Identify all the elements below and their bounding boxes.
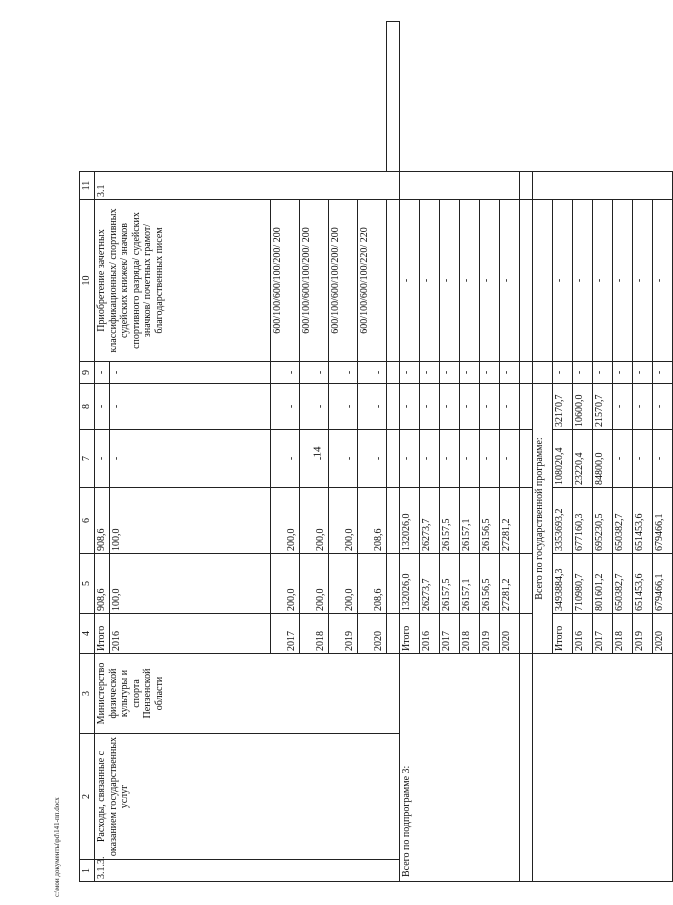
value-cell: - <box>632 362 652 384</box>
value-cell: - <box>612 200 632 362</box>
col-header: 5 <box>80 554 95 614</box>
value-cell: - <box>572 200 592 362</box>
value-cell: 132026,0 <box>399 554 419 614</box>
indicator-values: 600/100/600/100/200/ 200 <box>270 200 299 362</box>
value-cell: - <box>459 362 479 384</box>
value-cell: 26273,7 <box>419 554 439 614</box>
value-cell: 200,0 <box>299 554 328 614</box>
value-cell: 27281,2 <box>499 488 519 554</box>
value-cell: 10600,0 <box>572 384 592 430</box>
value-cell: - <box>399 200 419 362</box>
indicator-values: 600/100/600/100/200/ 200 <box>328 200 357 362</box>
col-header: 10 <box>80 200 95 362</box>
value-cell: 200,0 <box>328 488 357 554</box>
value-cell: - <box>632 200 652 362</box>
value-cell: - <box>612 430 632 488</box>
col-header: 8 <box>80 384 95 430</box>
year-cell: 2017 <box>270 614 299 654</box>
value-cell: - <box>439 384 459 430</box>
col-header: 11 <box>80 172 95 200</box>
value-cell: 26156,5 <box>479 554 499 614</box>
value-cell: 26157,5 <box>439 488 459 554</box>
value-cell: 208,6 <box>357 554 386 614</box>
col-header: 1 <box>80 860 95 882</box>
value-cell: - <box>328 362 357 384</box>
value-cell: 200,0 <box>270 554 299 614</box>
value-cell: - <box>95 362 110 384</box>
value-cell: - <box>592 200 612 362</box>
year-cell: 2018 <box>459 614 479 654</box>
value-cell: - <box>652 384 672 430</box>
item-number: 3.1.3. <box>95 860 400 882</box>
value-cell: - <box>270 384 299 430</box>
value-cell: - <box>299 430 328 488</box>
value-cell: - <box>439 362 459 384</box>
value-cell: 100,0 <box>109 488 270 554</box>
value-cell: - <box>479 362 499 384</box>
value-cell: 208,6 <box>357 488 386 554</box>
value-cell: - <box>499 362 519 384</box>
value-cell: 651453,6 <box>632 488 652 554</box>
year-cell: 2020 <box>652 614 672 654</box>
col-header: 2 <box>80 734 95 860</box>
indicator-values: 600/100/600/100/220/ 220 <box>357 200 386 362</box>
year-cell: Итого <box>95 614 110 654</box>
year-cell: 2016 <box>572 614 592 654</box>
year-cell: 2020 <box>357 614 386 654</box>
value-cell: 801601,2 <box>592 554 612 614</box>
value-cell: - <box>479 200 499 362</box>
col-header: 7 <box>80 430 95 488</box>
value-cell: 100,0 <box>109 554 270 614</box>
value-cell: 200,0 <box>270 488 299 554</box>
year-cell: 2017 <box>592 614 612 654</box>
table-row <box>399 22 419 882</box>
value-cell: 132026,0 <box>399 488 419 554</box>
value-cell: - <box>552 200 572 362</box>
year-cell: 2019 <box>632 614 652 654</box>
value-cell: 32170,7 <box>552 384 572 430</box>
value-cell: - <box>357 384 386 430</box>
value-cell: - <box>459 430 479 488</box>
file-path-footer: c:\мои документы\pd\141-пп.docx <box>53 797 61 897</box>
value-cell: - <box>270 430 299 488</box>
indicator-text: Приобретение зачетных классификационных/ спортивных судейских книжек/ значков спортивного разряда/ судейских значков/ почетных грамот/ благодарственных писем <box>95 200 271 362</box>
value-cell: 908,6 <box>95 554 110 614</box>
value-cell: - <box>652 362 672 384</box>
value-cell: - <box>328 430 357 488</box>
value-cell: - <box>439 200 459 362</box>
value-cell: 26273,7 <box>419 488 439 554</box>
value-cell: - <box>419 384 439 430</box>
value-cell: 679466,1 <box>652 488 672 554</box>
item-executor: Министерство физической культуры и спорта Пензенской области <box>95 654 400 734</box>
value-cell: - <box>95 430 110 488</box>
value-cell: 651453,6 <box>632 554 652 614</box>
indicator-values: 600/100/600/100/200/ 200 <box>299 200 328 362</box>
table-row <box>95 22 110 882</box>
item-name: Расходы, связанные с оказанием государственных услуг <box>95 734 400 860</box>
year-cell: Итого <box>552 614 572 654</box>
year-cell: 2016 <box>419 614 439 654</box>
value-cell: - <box>612 362 632 384</box>
value-cell: - <box>109 430 270 488</box>
value-cell: 3353693,2 <box>552 488 572 554</box>
value-cell: - <box>572 362 592 384</box>
year-cell: 2020 <box>499 614 519 654</box>
value-cell: - <box>499 384 519 430</box>
value-cell: - <box>419 362 439 384</box>
value-cell: - <box>357 430 386 488</box>
value-cell: - <box>632 384 652 430</box>
value-cell: 84800,0 <box>592 430 612 488</box>
year-cell: 2018 <box>299 614 328 654</box>
year-cell: Итого <box>399 614 419 654</box>
value-cell: - <box>270 362 299 384</box>
value-cell: 650382,7 <box>612 554 632 614</box>
year-cell: 2019 <box>328 614 357 654</box>
value-cell: - <box>459 384 479 430</box>
value-cell: - <box>479 430 499 488</box>
value-cell: - <box>419 430 439 488</box>
value-cell: - <box>109 362 270 384</box>
value-cell: 26157,1 <box>459 554 479 614</box>
spacer-row <box>519 22 532 882</box>
col-header: 4 <box>80 614 95 654</box>
value-cell: - <box>459 200 479 362</box>
value-cell: 27281,2 <box>499 554 519 614</box>
value-cell: - <box>357 362 386 384</box>
table-row <box>532 22 552 882</box>
value-cell: - <box>612 384 632 430</box>
value-cell: - <box>479 384 499 430</box>
value-cell: - <box>592 362 612 384</box>
value-cell: 200,0 <box>328 554 357 614</box>
page-number: 14 <box>311 446 324 458</box>
col-header: 9 <box>80 362 95 384</box>
value-cell: 679466,1 <box>652 554 672 614</box>
value-cell: 3493884,3 <box>552 554 572 614</box>
rotated-table-area <box>79 21 665 882</box>
value-cell: - <box>652 200 672 362</box>
value-cell: - <box>95 384 110 430</box>
value-cell: - <box>439 430 459 488</box>
goal-ref: 3.1 <box>95 172 400 200</box>
value-cell: - <box>632 430 652 488</box>
value-cell: - <box>299 362 328 384</box>
value-cell: - <box>328 384 357 430</box>
program-total-title: Всего по государственной программе: <box>532 384 552 654</box>
value-cell: - <box>399 362 419 384</box>
value-cell: - <box>552 362 572 384</box>
value-cell: 26157,1 <box>459 488 479 554</box>
value-cell: - <box>399 430 419 488</box>
col-header: 3 <box>80 654 95 734</box>
value-cell: 26157,5 <box>439 554 459 614</box>
year-cell: 2017 <box>439 614 459 654</box>
col-header: 6 <box>80 488 95 554</box>
value-cell: - <box>499 430 519 488</box>
column-number-row <box>80 22 95 882</box>
value-cell: - <box>399 384 419 430</box>
value-cell: 200,0 <box>299 488 328 554</box>
value-cell: - <box>299 384 328 430</box>
value-cell: - <box>419 200 439 362</box>
value-cell: 26156,5 <box>479 488 499 554</box>
year-cell: 2016 <box>109 614 270 654</box>
program-table <box>79 21 673 882</box>
value-cell: - <box>499 200 519 362</box>
value-cell: 21570,7 <box>592 384 612 430</box>
value-cell: 650382,7 <box>612 488 632 554</box>
year-cell: 2019 <box>479 614 499 654</box>
value-cell: 23220,4 <box>572 430 592 488</box>
value-cell: - <box>109 384 270 430</box>
value-cell: 710980,7 <box>572 554 592 614</box>
value-cell: 695230,5 <box>592 488 612 554</box>
year-cell: 2018 <box>612 614 632 654</box>
value-cell: 908,6 <box>95 488 110 554</box>
value-cell: - <box>652 430 672 488</box>
value-cell: 677160,3 <box>572 488 592 554</box>
subprogram-total-title: Всего по подпрограмме 3: <box>399 654 519 882</box>
value-cell: 108020,4 <box>552 430 572 488</box>
